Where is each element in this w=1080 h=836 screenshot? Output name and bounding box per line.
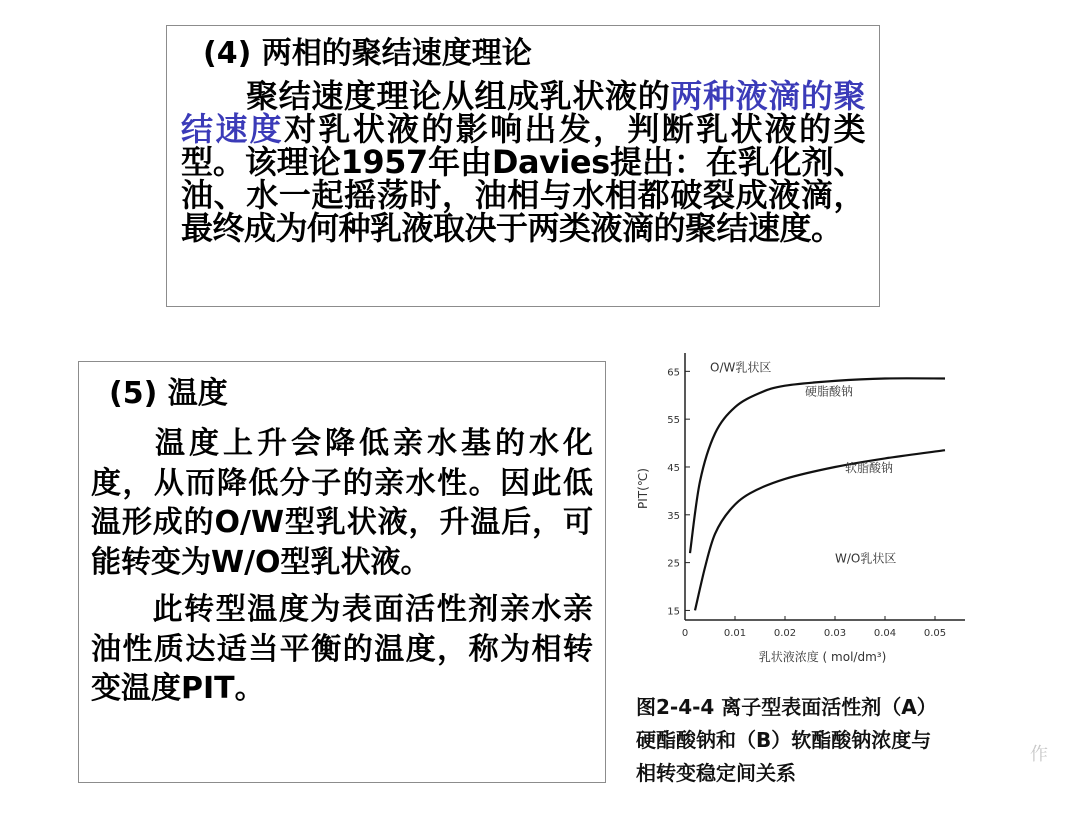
- section-4-paragraph: [181, 77, 865, 247]
- paragraph-part: 对乳状液的影响出发，判断乳状液的类型。该理论1957年由Davies提出：在乳化剂、油、水一起摇荡时，油相与水相都破裂成液滴，最终成为何种乳液取决于两类液滴的聚结速度。: [181, 110, 865, 247]
- y-tick-label: 55: [667, 415, 680, 427]
- chart-annotation-2: W/O乳状区: [835, 551, 897, 566]
- pit-chart: [625, 345, 975, 675]
- x-tick-label: 0.01: [723, 628, 747, 639]
- y-tick-label: 35: [667, 510, 680, 522]
- section-4-title: (4) 两相的聚结速度理论: [203, 36, 532, 71]
- x-tick-label: 0.05: [923, 628, 947, 639]
- highlighted-phrase: 两种液滴的聚结速度: [181, 77, 865, 148]
- paragraph-text: 温度上升会降低亲水基的水化度，从而降低分子的亲水性。因此低温形成的O/W型乳状液，升温后，可能转变为W/O型乳状液。: [91, 426, 593, 580]
- series-label-1: 硬脂酸钠: [805, 384, 854, 399]
- y-axis-label: PIT(℃): [636, 468, 650, 509]
- x-tick-label: 0.03: [823, 628, 847, 639]
- series-label-2: 软脂酸钠: [845, 460, 894, 475]
- y-tick-label: 25: [667, 558, 680, 570]
- chart-annotation-1: O/W乳状区: [710, 360, 772, 375]
- caption-line: 图2-4-4 离子型表面活性剂（A）: [636, 695, 937, 719]
- section-4-box: [166, 25, 880, 307]
- x-tick-label: 0.02: [773, 628, 797, 639]
- section-5-title: (5) 温度: [109, 376, 228, 411]
- watermark: 作: [1030, 744, 1048, 765]
- paragraph-text: 此转型温度为表面活性剂亲水亲油性质达适当平衡的温度，称为相转变温度PIT。: [91, 592, 593, 706]
- x-tick-label: 0: [681, 628, 689, 639]
- x-axis-label: 乳状液浓度 ( mol/dm³): [758, 650, 887, 664]
- paragraph-part: 聚结速度理论从组成乳状液的: [245, 77, 671, 115]
- section-5-box: [78, 361, 606, 783]
- y-tick-label: 15: [667, 606, 680, 618]
- section-5-paragraph-2: [91, 590, 593, 709]
- y-tick-label: 65: [667, 367, 680, 379]
- series-line-2: [695, 450, 945, 610]
- x-tick-label: 0.04: [873, 628, 897, 639]
- figure-caption: [636, 691, 1076, 790]
- caption-line: 硬酯酸钠和（B）软酯酸钠浓度与: [636, 728, 932, 752]
- y-tick-label: 45: [667, 462, 680, 474]
- series-line-1: [690, 378, 945, 553]
- caption-line: 相转变稳定间关系: [636, 761, 796, 785]
- section-5-paragraph-1: [91, 424, 593, 582]
